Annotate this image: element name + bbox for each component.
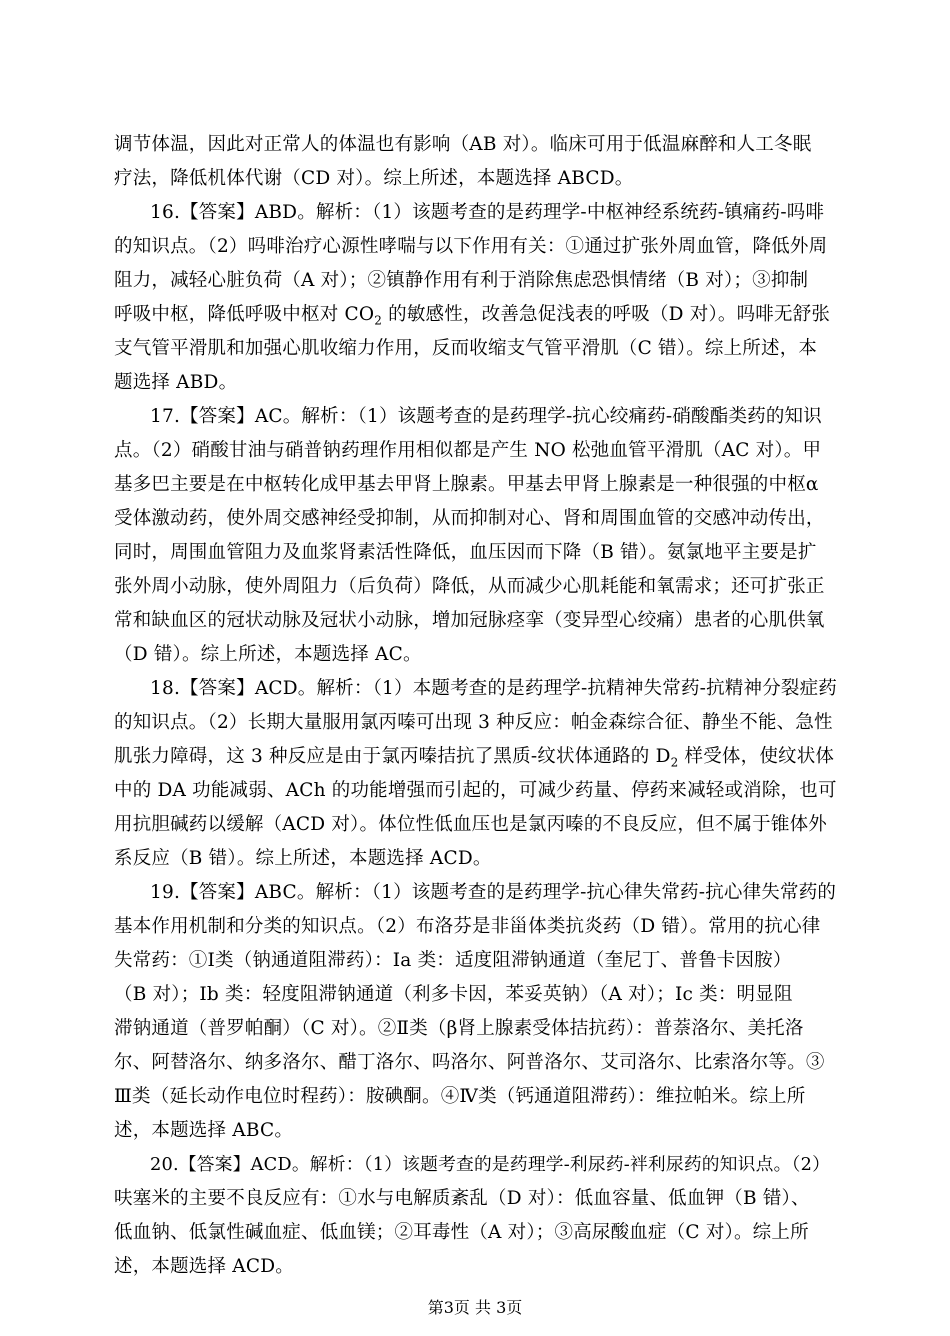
text-line: （D 错）。综上所述，本题选择 AC。	[114, 644, 422, 665]
text-line: 受体激动药，使外周交感神经受抑制，从而抑制对心、肾和周围血管的交感冲动传出，	[114, 508, 825, 529]
text-line: 中的 DA 功能减弱、ACh 的功能增强而引起的，可减少药量、停药来减轻或消除，也可	[114, 780, 837, 801]
text-line: 述，本题选择 ABC。	[114, 1120, 294, 1141]
text-line: 失常药：①Ⅰ类（钠通道阻滞药）：Ⅰa 类：适度阻滞钠通道（奎尼丁、普鲁卡因胺）	[114, 950, 792, 971]
text-line: 调节体温，因此对正常人的体温也有影响（AB 对）。临床可用于低温麻醉和人工冬眠	[114, 134, 812, 155]
text-line: Ⅲ类（延长动作电位时程药）：胺碘酮。④Ⅳ类（钙通道阻滞药）：维拉帕米。综上所	[114, 1086, 806, 1107]
text-line: 同时，周围血管阻力及血浆肾素活性降低，血压因而下降（B 错）。氨氯地平主要是扩	[114, 542, 817, 563]
subscript: 2	[374, 313, 383, 328]
text-line: 用抗胆碱药以缓解（ACD 对）。体位性低血压也是氯丙嗪的不良反应，但不属于锥体外	[114, 814, 827, 835]
text-line: 呋塞米的主要不良反应有：①水与电解质紊乱（D 对）：低血容量、低血钾（B 错）、	[114, 1188, 810, 1209]
text-line: 疗法，降低机体代谢（CD 对）。综上所述，本题选择 ABCD。	[114, 168, 634, 189]
text-segment: 呼吸中枢，降低呼吸中枢对 CO	[114, 304, 375, 325]
page-footer: 第3页 共 3页	[427, 1298, 523, 1317]
text-line: 常和缺血区的冠状动脉及冠状小动脉，增加冠脉痉挛（变异型心绞痛）患者的心肌供氧	[114, 610, 825, 631]
text-line	[114, 298, 838, 332]
text-line: 张外周小动脉，使外周阻力（后负荷）降低，从而减少心肌耗能和氧需求；还可扩张正	[114, 576, 825, 597]
text-segment: 肌张力障碍，这 3 种反应是由于氯丙嗪拮抗了黑质-纹状体通路的 D	[114, 746, 671, 767]
text-line: 阻力，减轻心脏负荷（A 对）；②镇静作用有利于消除焦虑恐惧情绪（B 对）；③抑制	[114, 270, 809, 291]
answer-17-heading: 17.【答案】AC。解析：（1）该题考查的是药理学-抗心绞痛药-硝酸酯类药的知识	[150, 406, 822, 427]
text-line: 点。（2）硝酸甘油与硝普钠药理作用相似都是产生 NO 松弛血管平滑肌（AC 对）。甲	[114, 440, 822, 461]
text-line: 的知识点。（2）长期大量服用氯丙嗪可出现 3 种反应：帕金森综合征、静坐不能、急性	[114, 712, 833, 733]
text-line: 低血钠、低氯性碱血症、低血镁；②耳毒性（A 对）；③高尿酸血症（C 对）。综上所	[114, 1222, 809, 1243]
answer-18-heading: 18.【答案】ACD。解析：（1）本题考查的是药理学-抗精神失常药-抗精神分裂症药	[150, 678, 837, 699]
text-line: 基本作用机制和分类的知识点。（2）布洛芬是非甾体类抗炎药（D 错）。常用的抗心律	[114, 916, 821, 937]
subscript: 2	[670, 755, 679, 770]
text-line: （B 对）；Ⅰb 类：轻度阻滞钠通道（利多卡因，苯妥英钠）（A 对）；Ⅰc 类：明显阻	[114, 984, 793, 1005]
text-line: 的知识点。（2）吗啡治疗心源性哮喘与以下作用有关：①通过扩张外周血管，降低外周	[114, 236, 828, 257]
answer-19-heading: 19.【答案】ABC。解析：（1）该题考查的是药理学-抗心律失常药-抗心律失常药的	[150, 882, 837, 903]
answer-16-heading: 16.【答案】ABD。解析：（1）该题考查的是药理学-中枢神经系统药-镇痛药-吗啡	[150, 202, 825, 223]
text-line: 题选择 ABD。	[114, 372, 238, 393]
text-line	[114, 740, 838, 774]
answer-20-heading: 20.【答案】ACD。解析：（1）该题考查的是药理学-利尿药-袢利尿药的知识点。（2）	[150, 1155, 831, 1175]
text-line: 尔、阿替洛尔、纳多洛尔、醋丁洛尔、吗洛尔、阿普洛尔、艾司洛尔、比索洛尔等。③	[114, 1052, 825, 1073]
text-line: 基多巴主要是在中枢转化成甲基去甲肾上腺素。甲基去甲肾上腺素是一种很强的中枢α	[114, 474, 819, 495]
text-line: 支气管平滑肌和加强心肌收缩力作用，反而收缩支气管平滑肌（C 错）。综上所述，本	[114, 338, 818, 359]
text-segment: 的敏感性，改善急促浅表的呼吸（D 对）。吗啡无舒张	[382, 304, 831, 325]
text-line: 述，本题选择 ACD。	[114, 1256, 294, 1277]
text-segment: 样受体，使纹状体	[678, 746, 835, 767]
text-line: 滞钠通道（普罗帕酮）（C 对）。②Ⅱ类（β肾上腺素受体拮抗药）：普萘洛尔、美托洛	[114, 1018, 804, 1039]
text-line: 系反应（B 错）。综上所述，本题选择 ACD。	[114, 848, 492, 869]
